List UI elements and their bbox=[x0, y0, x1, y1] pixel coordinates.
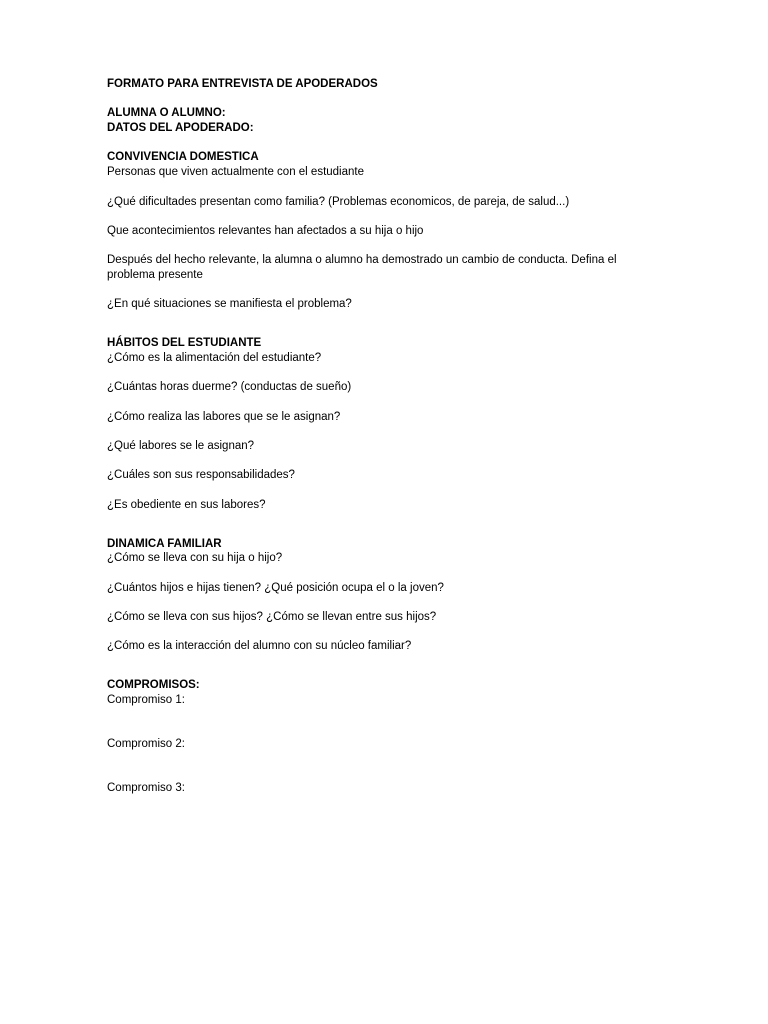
question-habitos-1: ¿Cómo es la alimentación del estudiante? bbox=[107, 351, 322, 364]
question-convivencia-2: ¿Qué dificultades presentan como familia? (Problemas economicos, de pareja, de salud...) bbox=[107, 195, 570, 208]
question-habitos-2: ¿Cuántas horas duerme? (conductas de sueño) bbox=[107, 381, 352, 394]
commitment-1-label: Compromiso 1: bbox=[107, 693, 185, 706]
question-convivencia-4: Después del hecho relevante, la alumna o alumno ha demostrado un cambio de conducta. Defina el problema presente bbox=[107, 254, 620, 282]
question-convivencia-5: ¿En qué situaciones se manifiesta el problema? bbox=[107, 298, 352, 311]
commitment-2-label: Compromiso 2: bbox=[107, 737, 185, 750]
question-habitos-3: ¿Cómo realiza las labores que se le asignan? bbox=[107, 410, 341, 423]
question-dinamica-1: ¿Cómo se lleva con su hija o hijo? bbox=[107, 552, 283, 565]
section-heading-habitos: HÁBITOS DEL ESTUDIANTE bbox=[107, 337, 262, 350]
section-heading-dinamica: DINAMICA FAMILIAR bbox=[107, 537, 222, 550]
question-convivencia-3: Que acontecimientos relevantes han afectados a su hija o hijo bbox=[107, 224, 424, 237]
section-heading-compromisos: COMPROMISOS: bbox=[107, 679, 200, 692]
question-dinamica-2: ¿Cuántos hijos e hijas tienen? ¿Qué posición ocupa el o la joven? bbox=[107, 581, 444, 594]
question-dinamica-3: ¿Cómo se lleva con sus hijos? ¿Cómo se llevan entre sus hijos? bbox=[107, 611, 437, 623]
question-convivencia-1: Personas que viven actualmente con el estudiante bbox=[107, 166, 364, 179]
commitment-3-label: Compromiso 3: bbox=[107, 781, 185, 794]
interview-form-page bbox=[107, 77, 687, 796]
question-habitos-6: ¿Es obediente en sus labores? bbox=[107, 498, 266, 511]
question-habitos-5: ¿Cuáles son sus responsabilidades? bbox=[107, 469, 295, 482]
question-dinamica-4: ¿Cómo es la interacción del alumno con su núcleo familiar? bbox=[107, 640, 412, 653]
guardian-label: DATOS DEL APODERADO: bbox=[107, 122, 254, 135]
document-title: FORMATO PARA ENTREVISTA DE APODERADOS bbox=[107, 78, 378, 90]
section-heading-convivencia: CONVIVENCIA DOMESTICA bbox=[107, 151, 259, 164]
question-habitos-4: ¿Qué labores se le asignan? bbox=[107, 440, 255, 453]
student-label: ALUMNA O ALUMNO: bbox=[107, 107, 226, 120]
